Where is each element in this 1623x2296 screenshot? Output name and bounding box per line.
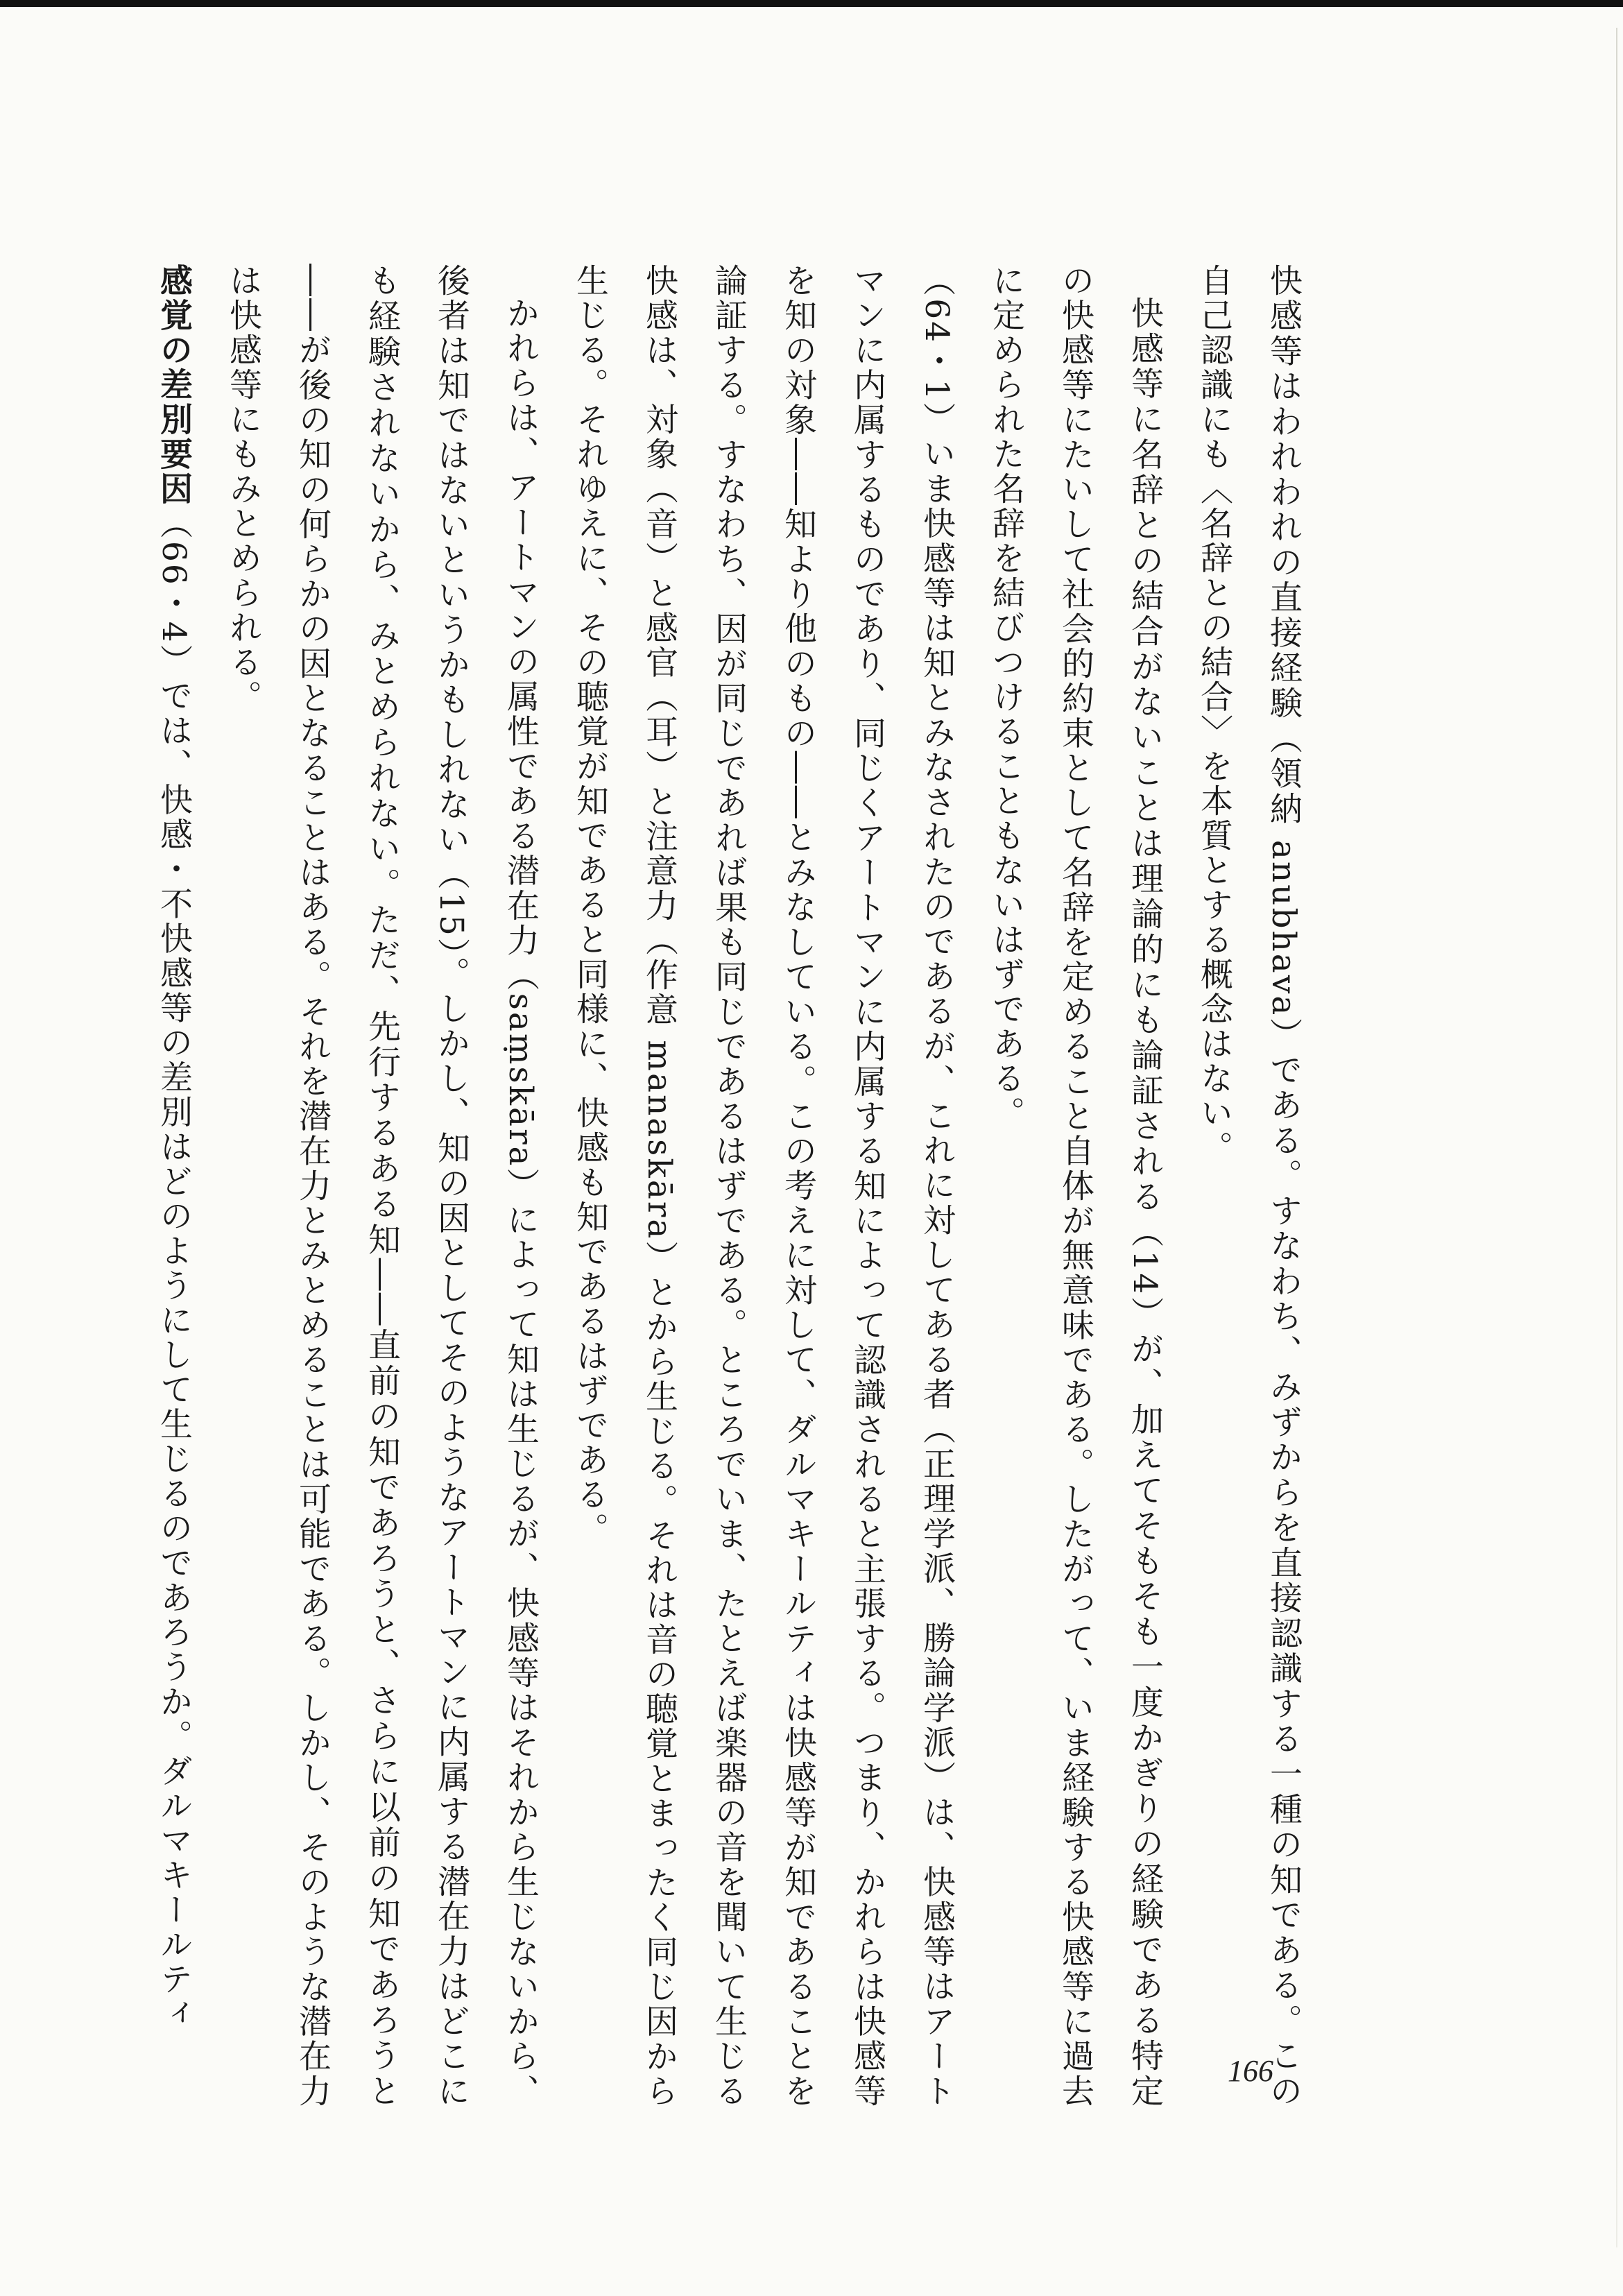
section-heading-continuation: （66・4）では、快感・不快感等の差別はどのようにして生じるのであろうか。ダルマキールティ xyxy=(155,506,193,2032)
section-heading xyxy=(139,264,208,2109)
page-edge-shadow xyxy=(1616,28,1617,2247)
top-edge-rule xyxy=(0,0,1623,7)
paragraph-2: 快感等に名辞との結合がないことは理論的にも論証される（14）が、加えてそもそも一度かぎりの経験である特定の快感等にたいして社会的約束として名辞を定めること自体が無意味である。したがって、いま経験する快感等に過去に定められた名辞を結びつけることもないはずである。 xyxy=(987,264,1164,2109)
paragraph-1: 快感等はわれわれの直接経験（領納 anubhava）である。すなわち、みずからを直接認識する一種の知である。この自己認識にも〈名辞との結合〉を本質とする概念はない。 xyxy=(1195,264,1303,2109)
vertical-text-body xyxy=(155,264,1318,2109)
paragraph-4: かれらは、アートマンの属性である潜在力（saṃskāra）によって知は生じるが、快感等はそれから生じないから、後者は知ではないというかもしれない（15）。しかし、知の因としてそのようなアートマンに内属する潜在力はどこにも経験されないから、みとめられない。ただ、先行するある知――直前の知であろうと、さらに以前の知であろうと――が後の知の何らかの因となることはある。それを潜在力とみとめることは可能である。しかし、そのような潜在力は快感等にもみとめられる。 xyxy=(224,264,540,2109)
paragraph-3: （64・1）いま快感等は知とみなされたのであるが、これに対してある者（正理学派、勝論学派）は、快感等はアートマンに内属するものであり、同じくアートマンに内属する知によって認識されると主張する。つまり、かれらは快感等を知の対象――知より他のもの――とみなしている。この考えに対して、ダルマキールティは快感等が知であることを論証する。すなわち、因が同じであれば果も同じであるはずである。ところでいま、たとえば楽器の音を聞いて生じる快感は、対象（音）と感官（耳）と注意力（作意 manaskāra）とから生じる。それは音の聴覚とまったく同じ因から生じる。それゆえに、その聴覚が知であると同様に、快感も知であるはずである。 xyxy=(571,264,956,2109)
page-number: 166 xyxy=(1228,2054,1273,2088)
section-heading-title: 感覚の差別要因 xyxy=(155,264,193,506)
